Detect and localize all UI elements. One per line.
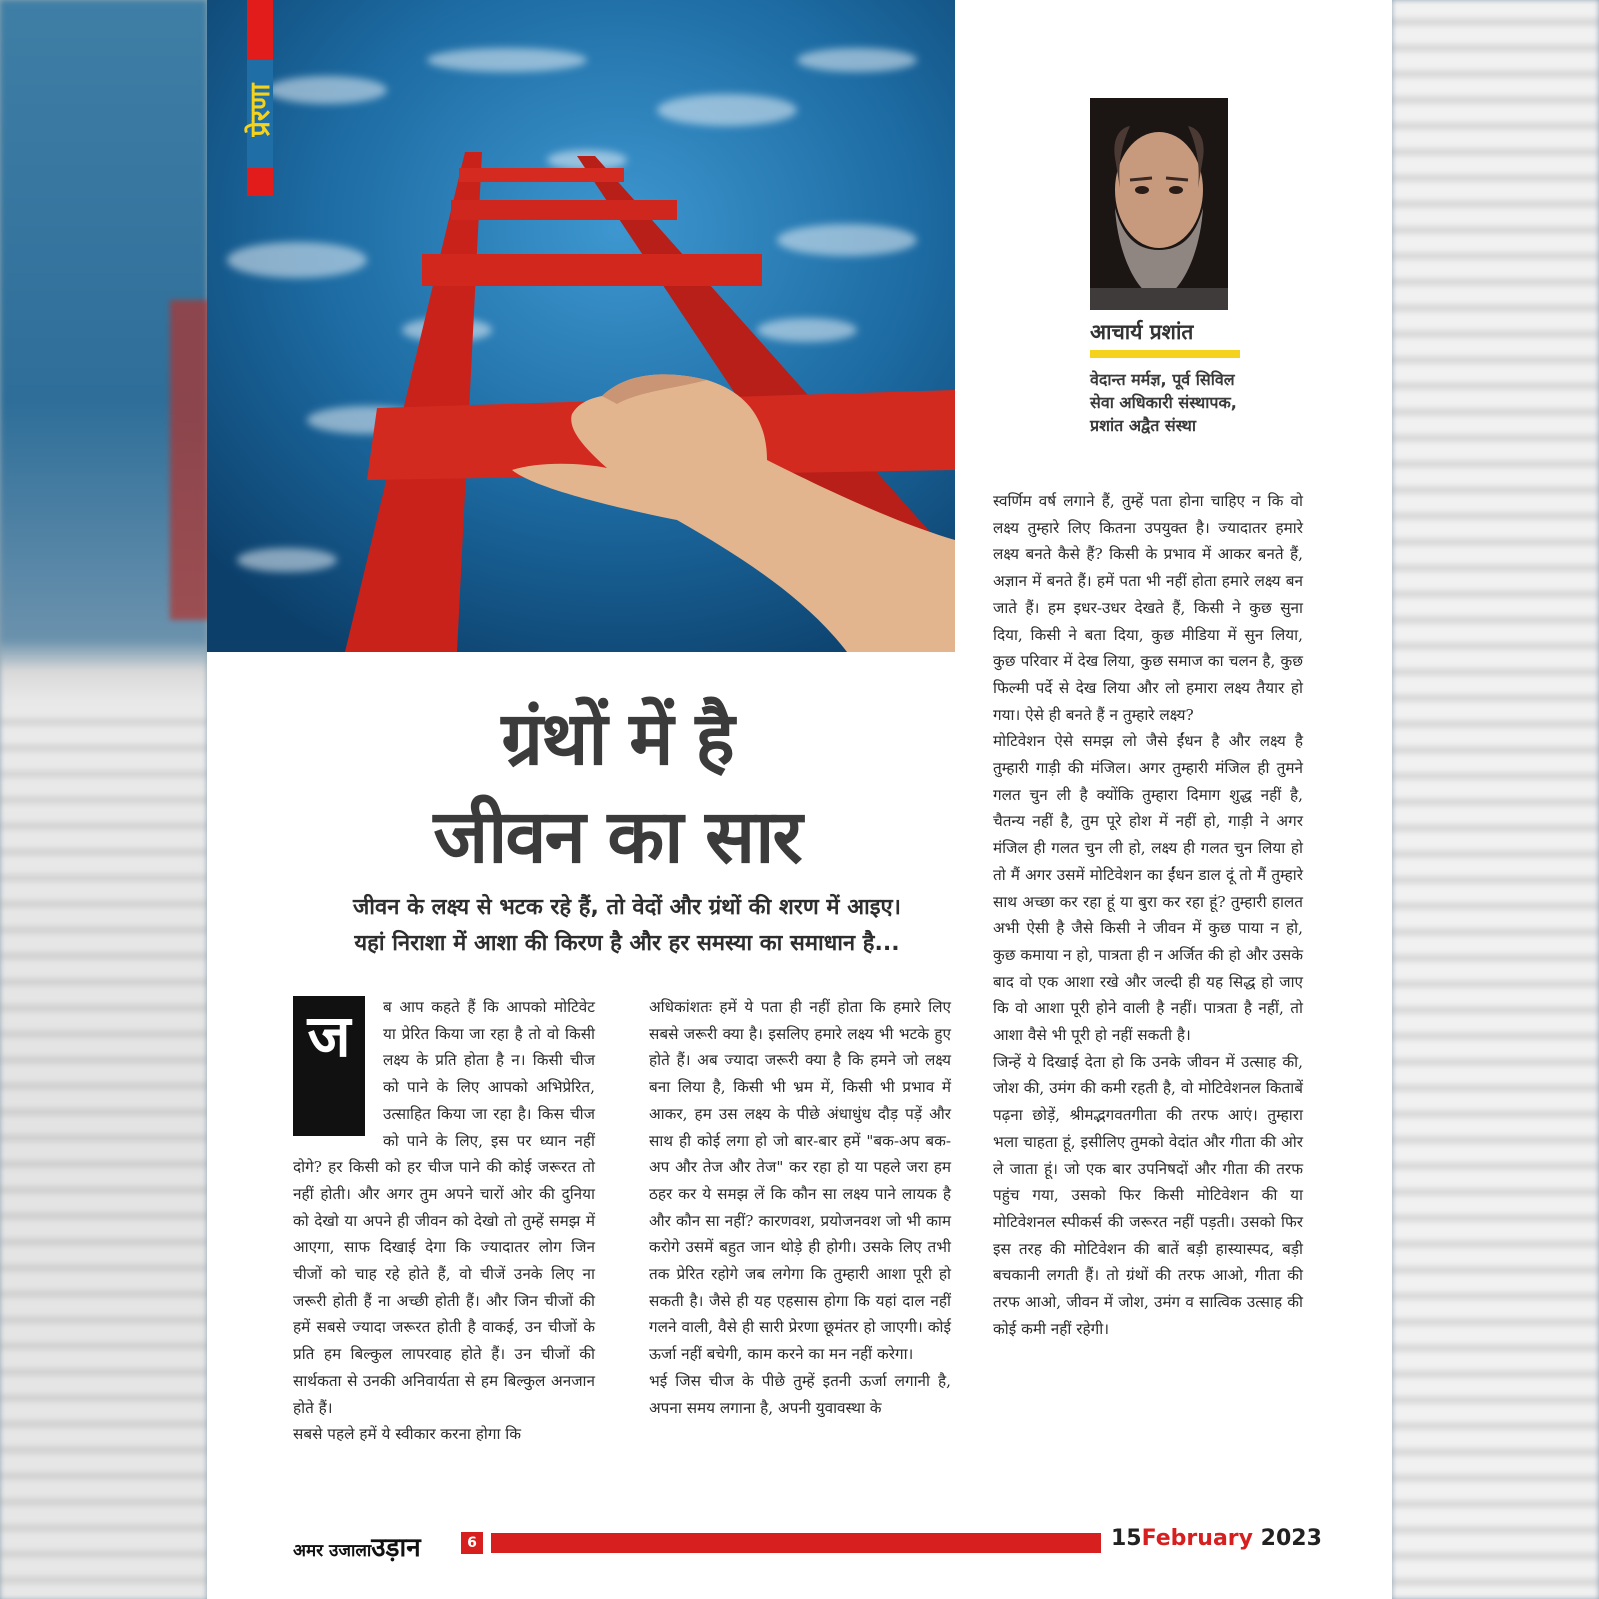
author-name-underline xyxy=(1090,350,1240,358)
magazine-page xyxy=(207,0,1392,1599)
author-portrait-illustration xyxy=(1090,98,1228,310)
hero-image-ladder xyxy=(207,0,955,652)
article-column-3 xyxy=(993,488,1303,1343)
footer-brand-small: अमर उजाला xyxy=(293,1541,372,1561)
headline-line-2: जीवन का सार xyxy=(433,794,801,880)
section-tag xyxy=(245,0,276,196)
article-paragraph: स्वर्णिम वर्ष लगाने हैं, तुम्हें पता होना चाहिए न कि वो लक्ष्य तुम्हारे लिए कितना उपयुक्त है। ज्यादातर हमारे लक्ष्य बनते कैसे हैं? किसी के प्रभाव में आकर बनते हैं, अज्ञान में बनते हैं। हमें पता भी नहीं होता हमारे लक्ष्य बन जाते हैं। हम इधर-उधर देखते हैं, किसी ने कुछ सुना दिया, किसी ने बता दिया, कुछ मीडिया में सुन लिया, कुछ परिवार में देख लिया, कुछ समाज का चलन है, कुछ फिल्मी पर्दे से देख लिया और लो हमारा लक्ष्य तैयार हो गया। ऐसे ही बनते हैं न तुम्हारे लक्ष्य? xyxy=(993,492,1303,724)
background-left xyxy=(0,0,207,1599)
author-description xyxy=(1090,368,1280,437)
article-paragraph: अधिकांशतः हमें ये पता ही नहीं होता कि हमारे लिए सबसे जरूरी क्या है। इसलिए हमारे लक्ष्य भी भटके हुए होते हैं। अब ज्यादा जरूरी क्या है कि हमने जो लक्ष्य बना लिया है, किसी भी भ्रम में, किसी भी प्रभाव में आकर, हम उस लक्ष्य के पीछे अंधाधुंध दौड़ पड़ें और साथ ही कोई लगा हो जो बार-बार हमें "बक-अप बक-अप और तेज और तेज" कर रहा हो या पहले जरा हम ठहर कर ये समझ लें कि कौन सा लक्ष्य पाने लायक है और कौन सा नहीं? कारणवश, प्रयोजनवश जो भी काम करोगे उसमें बहुत जान थोड़े ही होगी। उसके लिए तभी तक प्रेरित रहोगे जब लगेगा कि तुम्हारी आशा पूरी हो सकती है। जैसे ही यह एहसास होगा कि यहां दाल नहीं गलने वाली, वैसे ही सारी प्रेरणा छूमंतर हो जाएगी। कोई ऊर्जा नहीं बचेगी, काम करने का मन नहीं करेगा। xyxy=(649,998,951,1364)
article-column-1 xyxy=(293,994,595,1448)
headline xyxy=(327,690,907,886)
author-name: आचार्य प्रशांत xyxy=(1090,320,1194,344)
page-number: 6 xyxy=(461,1532,483,1554)
deck-line-2: यहां निराशा में आशा की किरण है और हर समस्या का समाधान है... xyxy=(354,931,900,956)
article-paragraph: सबसे पहले हमें ये स्वीकार करना होगा कि xyxy=(293,1425,521,1444)
date-month: February xyxy=(1141,1526,1253,1551)
background-right xyxy=(1392,0,1599,1599)
ladder-illustration xyxy=(207,0,955,652)
footer-date xyxy=(1111,1526,1322,1558)
author-desc-line: प्रशांत अद्वैत संस्था xyxy=(1090,416,1197,435)
author-desc-line: वेदान्त मर्मज्ञ, पूर्व सिविल xyxy=(1090,370,1235,389)
article-paragraph: भई जिस चीज के पीछे तुम्हें इतनी ऊर्जा लगानी है, अपना समय लगाना है, अपनी युवावस्था के xyxy=(649,1371,951,1417)
article-paragraph: मोटिवेशन ऐसे समझ लो जैसे ईंधन है और लक्ष्य है तुम्हारी गाड़ी की मंजिल। अगर तुम्हारी मंजिल ही तुमने गलत चुन ली है क्योंकि तुम्हारा दिमाग शुद्ध नहीं है, चैतन्य नहीं है, तुम पूरे होश में नहीं हो, गाड़ी ने अगर मंजिल ही गलत चुन ली हो, लक्ष्य ही गलत चुन लिया हो तो मैं अगर उसमें मोटिवेशन का ईंधन डाल दूं तो मैं तुम्हारे साथ अच्छा कर रहा हूं या बुरा कर रहा हूं? तुम्हारी हालत अभी ऐसी है जैसे किसी ने जीवन में कुछ पाया न हो, कुछ कमाया न हो, पात्रता ही न अर्जित की हो और उसके बाद वो एक आशा रखे और जल्दी ही यह सिद्ध हो जाए कि वो आशा पूरी होने वाली है नहीं। पात्रता है नहीं, तो आशा वैसे भी पूरी हो नहीं सकती है। xyxy=(993,732,1303,1045)
footer-brand-big: उड़ान xyxy=(371,1533,421,1563)
article-paragraph: ब आप कहते हैं कि आपको मोटिवेट या प्रेरित किया जा रहा है तो वो किसी लक्ष्य के प्रति होता है न। किसी चीज को पाने के लिए आपको अभिप्रेरित, उत्साहित किया जा रहा है। किस चीज को पाने के लिए, इस पर ध्यान नहीं दोगे? हर किसी को हर चीज पाने की कोई जरूरत तो नहीं होती। और अगर तुम अपने चारों ओर की दुनिया को देखो या अपने ही जीवन को देखो तो तुम्हें समझ में आएगा, साफ दिखाई देगा कि ज्यादातर लोग जिन चीजों को चाह रहे होते हैं, वो चीजें उनके लिए ना जरूरी होती हैं ना अच्छी होती हैं। और जिन चीजों की हमें सबसे ज्यादा जरूरत होती है वाकई, उन चीजों के प्रति हम बिल्कुल लापरवाह होते हैं। उन चीजों की सार्थकता से उनकी अनिवार्यता से हम बिल्कुल अनजान होते हैं। xyxy=(293,998,595,1417)
deck-subheading xyxy=(287,890,967,962)
date-year: 2023 xyxy=(1260,1526,1322,1551)
background-blur-text xyxy=(0,700,207,1599)
author-desc-line: सेवा अधिकारी संस्थापक, xyxy=(1090,393,1237,412)
article-column-2 xyxy=(649,994,951,1421)
drop-cap: ज xyxy=(293,996,365,1136)
article-paragraph: जिन्हें ये दिखाई देता हो कि उनके जीवन में उत्साह की, जोश की, उमंग की कमी रहती है, वो मोटिवेशनल किताबें पढ़ना छोड़ें, श्रीमद्भगवतगीता की तरफ आएं। तुम्हारा भला चाहता हूं, इसीलिए तुमको वेदांत और गीता की ओर ले जाता हूं। जो एक बार उपनिषदों और गीता की तरफ पहुंच गया, उसको फिर किसी मोटिवेशन की या मोटिवेशनल स्पीकर्स की जरूरत नहीं पड़ती। उसको फिर इस तरह की मोटिवेशन की बातें बड़ी हास्यास्पद, बड़ी बचकानी लगती हैं। तो ग्रंथों की तरफ आओ, गीता की तरफ आओ, जीवन में जोश, उमंग व सात्विक उत्साह की कोई कमी नहीं रहेगी। xyxy=(993,1052,1303,1338)
date-day: 15 xyxy=(1111,1526,1142,1551)
headline-line-1: ग्रंथों में है xyxy=(501,696,733,782)
section-tag-label: प्रेरणा xyxy=(245,83,276,137)
footer-red-bar xyxy=(491,1533,1101,1553)
deck-line-1: जीवन के लक्ष्य से भटक रहे हैं, तो वेदों और ग्रंथों की शरण में आइए। xyxy=(352,895,902,920)
footer-brand-logo xyxy=(293,1528,463,1563)
author-photo xyxy=(1090,98,1228,310)
background-blur-red xyxy=(170,300,210,620)
